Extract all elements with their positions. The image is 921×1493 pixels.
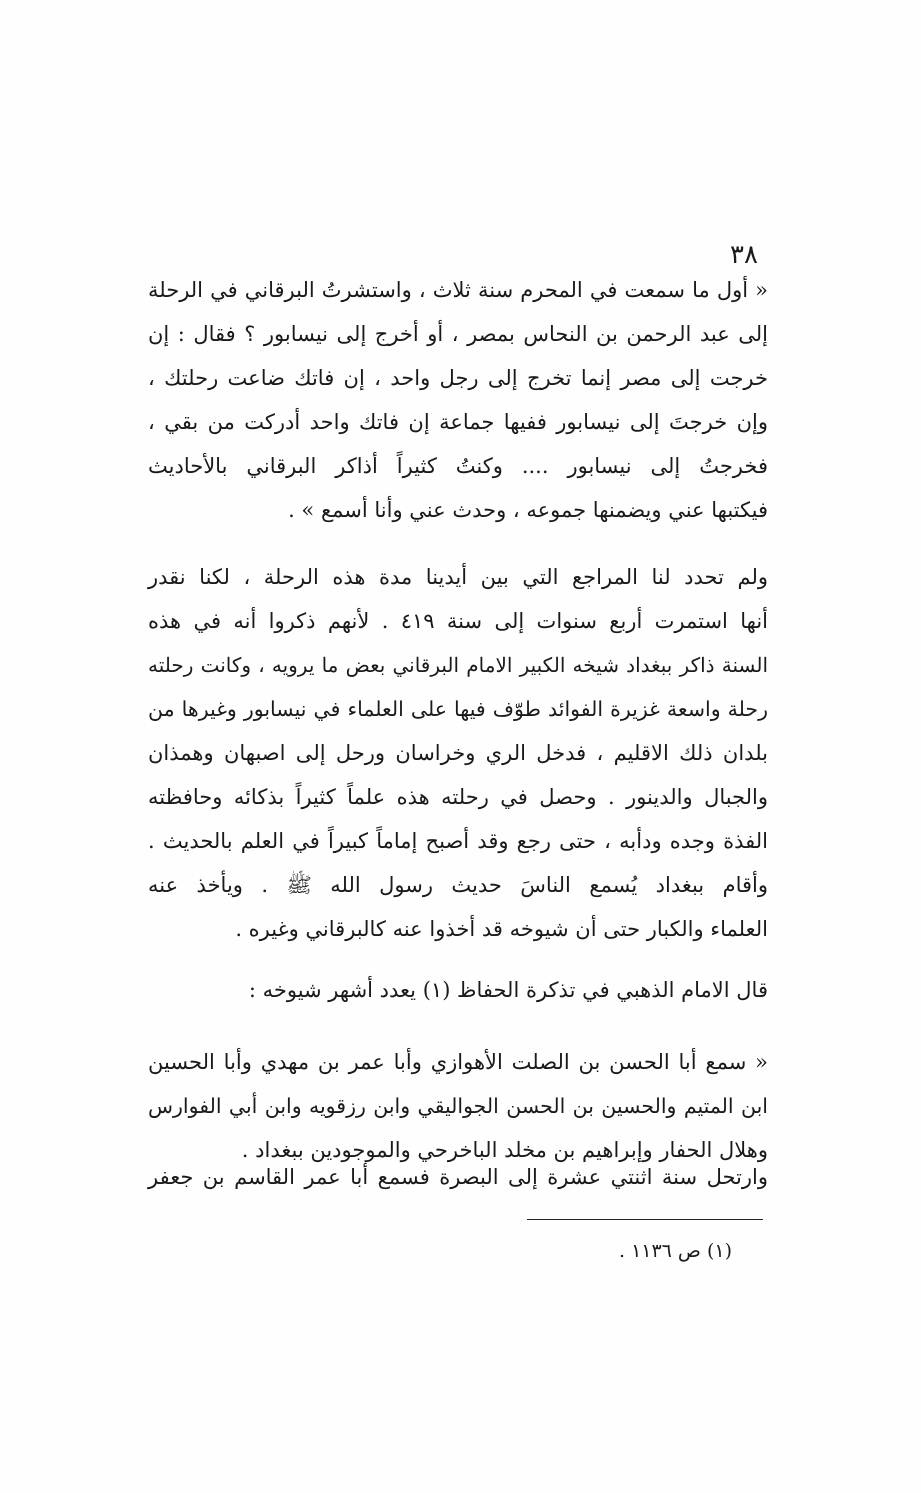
text-line: وهلال الحفار وإبراهيم بن مخلد الباخرحي والموجودين ببغداد .: [241, 1138, 768, 1162]
text-line: رحلة واسعة غزيرة الفوائد طوّف فيها على العلماء في نيسابور وغيرها من: [148, 697, 768, 721]
text-line: والجبال والدينور . وحصل في رحلته هذه علماً كثيراً بذكائه وحافظته: [148, 785, 768, 809]
text-line: وأقام ببغداد يُسمع الناسَ حديث رسول الله ﷺ . ويأخذ عنه: [148, 873, 768, 897]
text-line: الفذة وجده ودأبه ، حتى رجع وقد أصبح إماماً كبيراً في العلم بالحديث .: [148, 829, 768, 853]
page-number: ٣٨: [730, 240, 758, 270]
text-line: ولم تحدد لنا المراجع التي بين أيدينا مدة هذه الرحلة ، لكنا نقدر: [148, 565, 768, 589]
text-line: وارتحل سنة اثنتي عشرة إلى البصرة فسمع أبا عمر القاسم بن جعفر: [148, 1165, 768, 1189]
text-line: خرجت إلى مصر إنما تخرج إلى رجل واحد ، إن فاتك ضاعت رحلتك ،: [148, 366, 768, 390]
body-paragraph-journey: [148, 555, 768, 951]
body-paragraph-dhahabi: [148, 968, 768, 1012]
footnote-divider: [527, 1219, 763, 1220]
quote-paragraph-rihla: [148, 268, 768, 532]
quote-paragraph-shuyukh: [148, 1040, 768, 1172]
text-line: السنة ذاكر ببغداد شيخه الكبير الامام البرقاني بعض ما يرويه ، وكانت رحلته: [148, 653, 768, 677]
text-line: بلدان ذلك الاقليم ، فدخل الري وخراسان ورحل إلى اصبهان وهمذان: [148, 741, 768, 765]
text-line: فيكتبها عني ويضمنها جموعه ، وحدث عني وأنا أسمع » .: [288, 498, 768, 522]
text-line: إلى عبد الرحمن بن النحاس بمصر ، أو أخرج إلى نيسابور ؟ فقال : إن: [148, 322, 768, 346]
body-paragraph-basra: [148, 1155, 768, 1199]
text-line: أنها استمرت أربع سنوات إلى سنة ٤١٩ . لأنهم ذكروا أنه في هذه: [148, 609, 768, 633]
text-line: ابن المتيم والحسين بن الحسن الجواليقي وابن رزقويه وابن أبي الفوارس: [148, 1094, 768, 1118]
text-line: « أول ما سمعت في المحرم سنة ثلاث ، واستشرتُ البرقاني في الرحلة: [148, 278, 768, 302]
text-line: قال الامام الذهبي في تذكرة الحفاظ (١) يعدد أشهر شيوخه :: [248, 978, 768, 1002]
text-line: العلماء والكبار حتى أن شيوخه قد أخذوا عنه كالبرقاني وغيره .: [235, 917, 768, 941]
text-line: فخرجتُ إلى نيسابور .... وكنتُ كثيراً أذاكر البرقاني بالأحاديث: [148, 454, 768, 478]
footnote: (١) ص ١١٣٦ .: [618, 1240, 732, 1262]
text-line: وإن خرجتَ إلى نيسابور ففيها جماعة إن فاتك واحد أدركت من بقي ،: [148, 410, 768, 434]
text-line: « سمع أبا الحسن بن الصلت الأهوازي وأبا عمر بن مهدي وأبا الحسين: [148, 1050, 768, 1074]
